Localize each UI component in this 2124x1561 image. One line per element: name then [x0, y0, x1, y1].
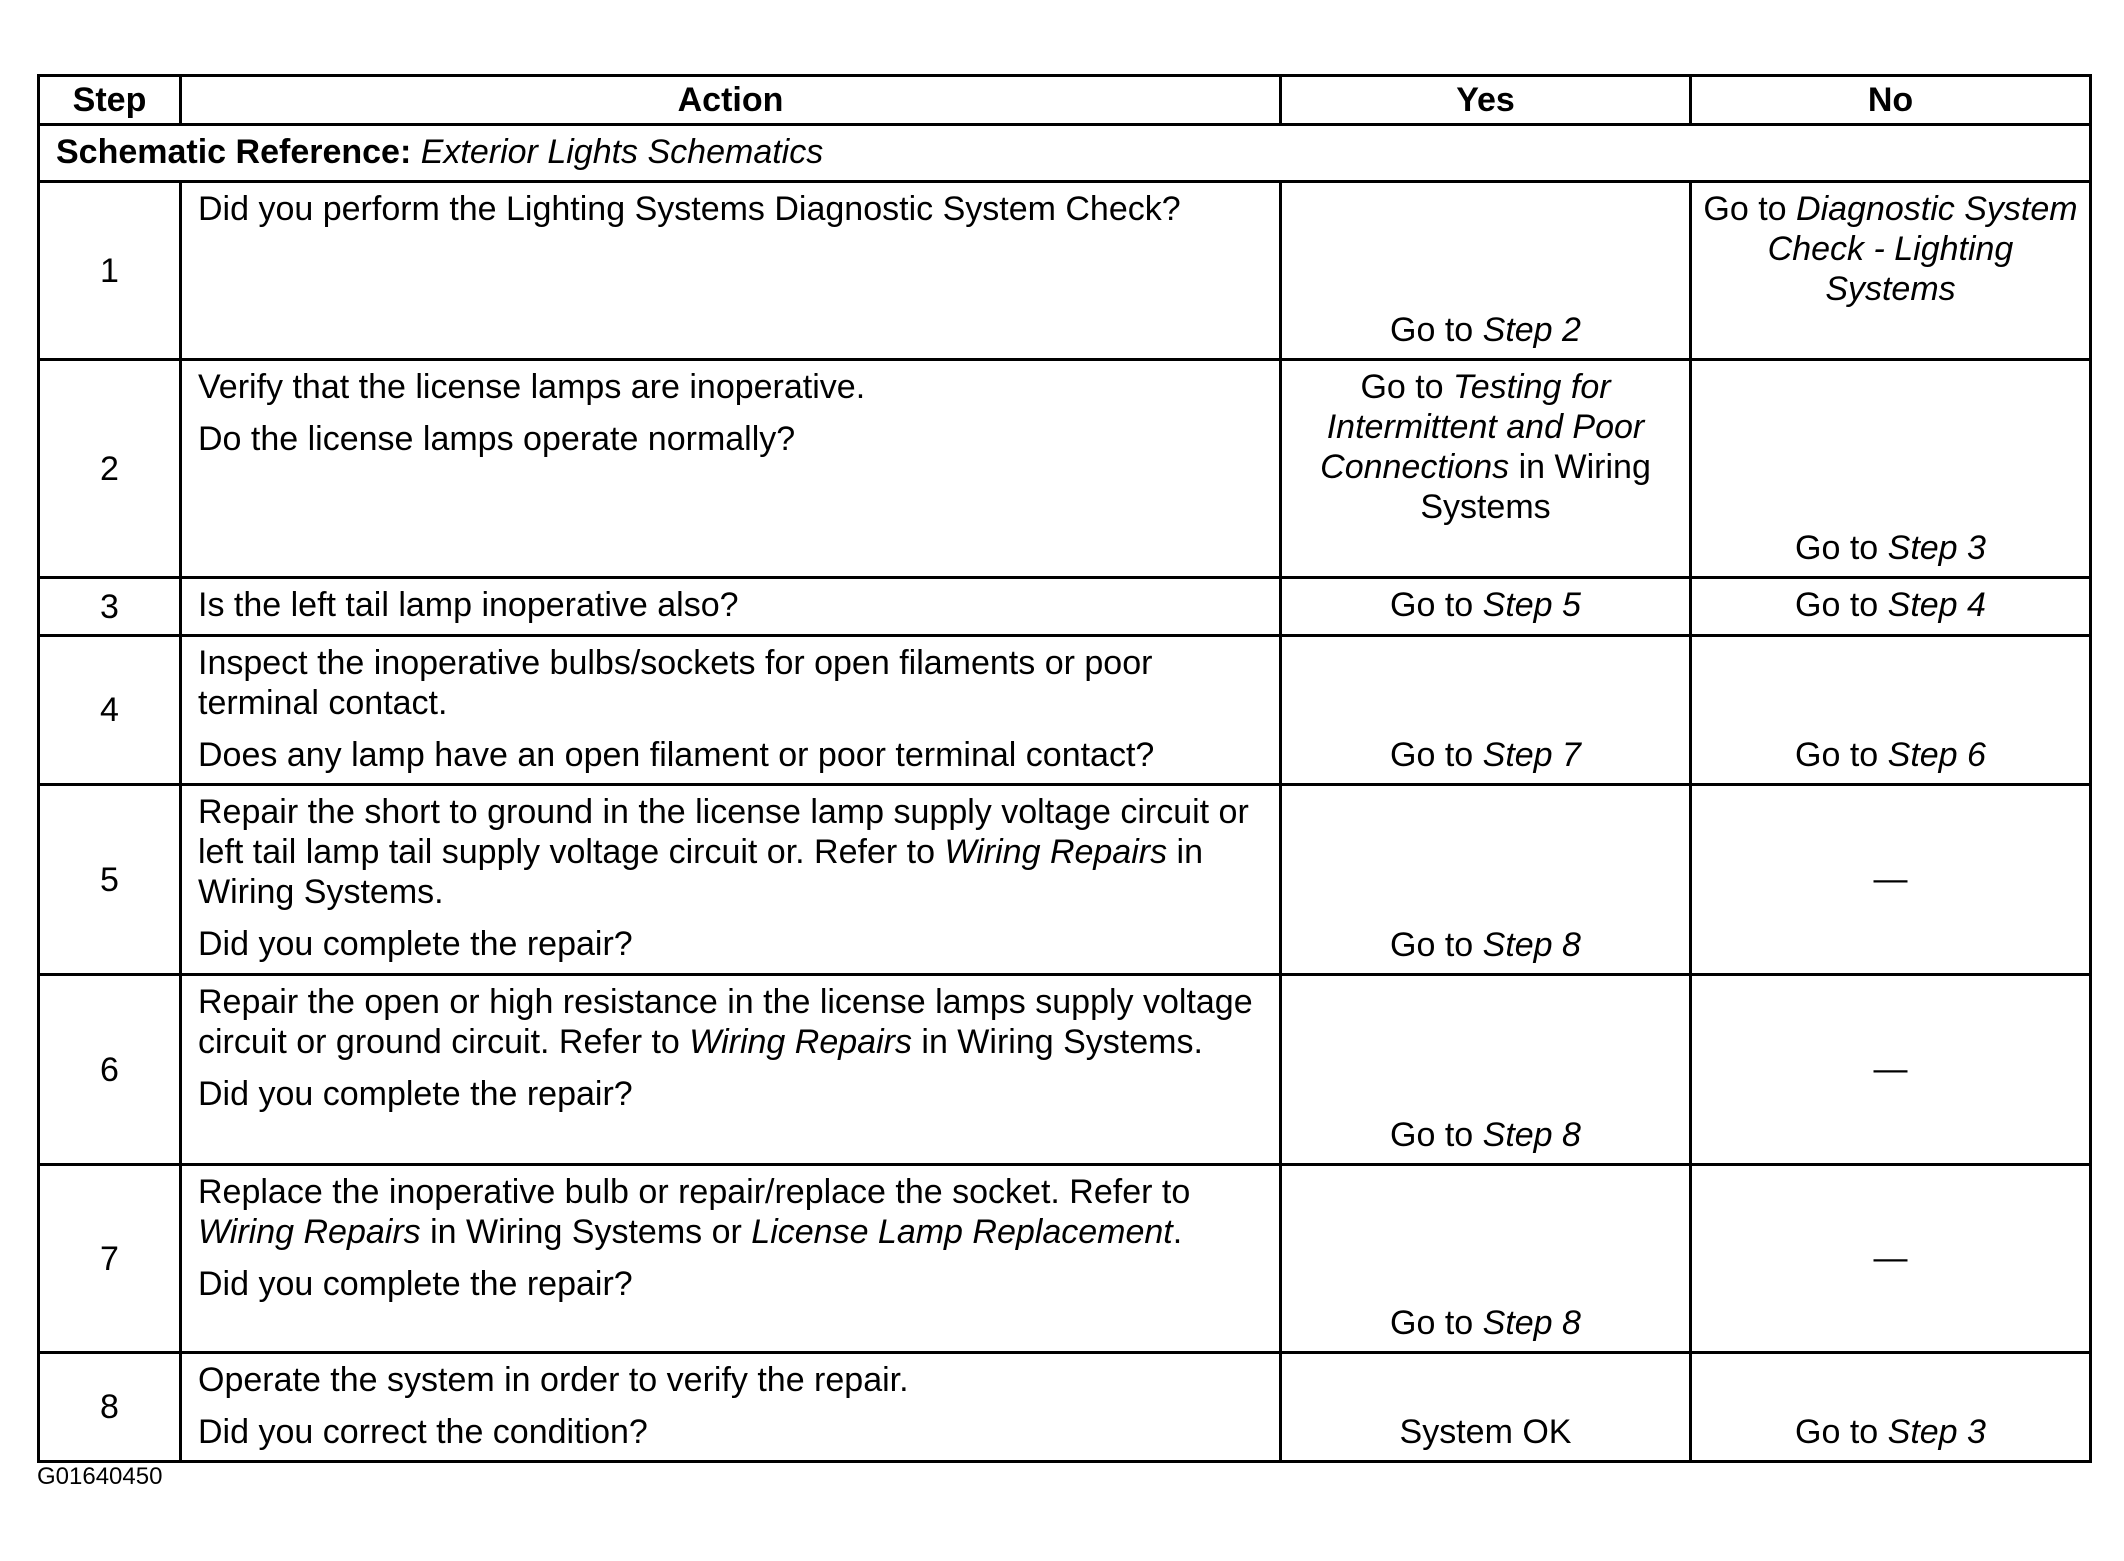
yes-cell: Go to Step 8: [1281, 975, 1691, 1165]
no-cell: Go to Diagnostic System Check - Lighting Systems: [1691, 182, 2091, 360]
yes-cell: Go to Step 7: [1281, 636, 1691, 785]
schematic-reference-row: [39, 125, 2091, 182]
header-no: No: [1691, 76, 2091, 125]
action-cell: [181, 360, 1281, 578]
action-cell: [181, 785, 1281, 975]
yes-cell: Go to Step 8: [1281, 785, 1691, 975]
yes-step-link[interactable]: Step 5: [1482, 586, 1581, 624]
action-cell: [181, 578, 1281, 636]
no-step-link[interactable]: Step 3: [1887, 1413, 1986, 1451]
table-row: [39, 360, 2091, 578]
license-lamp-replacement-link[interactable]: License Lamp Replacement: [751, 1213, 1173, 1251]
wiring-repairs-link[interactable]: Wiring Repairs: [944, 833, 1168, 871]
action-text: Repair the short to ground in the license lamp supply voltage circuit or left tail lamp tail supply voltage circuit or. Refer to Wiring Repairs in Wiring Systems.: [198, 793, 1249, 911]
action-text: Operate the system in order to verify the repair.: [198, 1361, 909, 1399]
action-question: Does any lamp have an open filament or poor terminal contact?: [198, 736, 1155, 774]
step-number: 7: [39, 1165, 181, 1353]
no-cell: Go to Step 3: [1691, 360, 2091, 578]
step-number: 5: [39, 785, 181, 975]
no-cell: [1691, 1165, 2091, 1353]
action-question: Do the license lamps operate normally?: [198, 420, 796, 458]
step-number: 2: [39, 360, 181, 578]
table-row: [39, 636, 2091, 785]
no-action-dash: —: [1873, 859, 1908, 898]
action-text: Repair the open or high resistance in the license lamps supply voltage circuit or ground circuit. Refer to Wiring Repairs in Wiring Systems.: [198, 983, 1253, 1061]
table-row: [39, 182, 2091, 360]
table-row: [39, 785, 2091, 975]
yes-step-link[interactable]: Step 8: [1482, 1304, 1581, 1342]
no-step-link[interactable]: Diagnostic System Check - Lighting Systems: [1767, 190, 2078, 308]
yes-step-link[interactable]: Testing for Intermittent and Poor Connections: [1320, 368, 1645, 486]
action-text: Did you perform the Lighting Systems Diagnostic System Check?: [198, 190, 1181, 228]
yes-cell: [1281, 1353, 1691, 1462]
action-question: Did you complete the repair?: [198, 1075, 633, 1113]
no-cell: [1691, 975, 2091, 1165]
header-action: Action: [181, 76, 1281, 125]
step-number: 6: [39, 975, 181, 1165]
yes-step-link[interactable]: Step 8: [1482, 1116, 1581, 1154]
no-cell: Go to Step 3: [1691, 1353, 2091, 1462]
yes-cell: Go to Step 5: [1281, 578, 1691, 636]
step-number: 8: [39, 1353, 181, 1462]
action-cell: [181, 1353, 1281, 1462]
yes-step-link[interactable]: Step 7: [1482, 736, 1581, 774]
step-number: 4: [39, 636, 181, 785]
no-step-link[interactable]: Step 3: [1887, 529, 1986, 567]
action-cell: [181, 182, 1281, 360]
action-cell: [181, 1165, 1281, 1353]
action-text: Inspect the inoperative bulbs/sockets for open filaments or poor terminal contact.: [198, 644, 1153, 722]
schematic-reference: [39, 125, 2091, 182]
diagnostic-table: [37, 74, 2092, 1463]
table-row: [39, 578, 2091, 636]
table-row: [39, 1165, 2091, 1353]
schematic-reference-label: Schematic Reference:: [56, 133, 412, 171]
table-row: [39, 975, 2091, 1165]
figure-code: G01640450: [37, 1463, 163, 1490]
header-row: [39, 76, 2091, 125]
step-number: 1: [39, 182, 181, 360]
no-step-link[interactable]: Step 6: [1887, 736, 1986, 774]
no-cell: [1691, 785, 2091, 975]
table-row: [39, 1353, 2091, 1462]
header-step: Step: [39, 76, 181, 125]
no-cell: Go to Step 6: [1691, 636, 2091, 785]
wiring-repairs-link[interactable]: Wiring Repairs: [689, 1023, 912, 1061]
system-ok-text: System OK: [1399, 1413, 1572, 1451]
yes-step-link[interactable]: Step 2: [1482, 311, 1581, 349]
action-cell: [181, 975, 1281, 1165]
action-text: Replace the inoperative bulb or repair/replace the socket. Refer to Wiring Repairs in Wiring Systems or License Lamp Replacement.: [198, 1173, 1191, 1251]
yes-cell: Go to Step 8: [1281, 1165, 1691, 1353]
header-yes: Yes: [1281, 76, 1691, 125]
action-question: Did you complete the repair?: [198, 925, 633, 963]
wiring-repairs-link[interactable]: Wiring Repairs: [198, 1213, 421, 1251]
action-question: Did you correct the condition?: [198, 1413, 648, 1451]
action-cell: [181, 636, 1281, 785]
no-action-dash: —: [1873, 1049, 1908, 1088]
schematic-reference-link[interactable]: Exterior Lights Schematics: [420, 133, 824, 171]
no-cell: Go to Step 4: [1691, 578, 2091, 636]
no-step-link[interactable]: Step 4: [1887, 586, 1986, 624]
yes-cell: Go to Testing for Intermittent and Poor Connections in Wiring Systems: [1281, 360, 1691, 578]
action-question: Is the left tail lamp inoperative also?: [198, 586, 739, 624]
yes-step-link[interactable]: Step 8: [1482, 926, 1581, 964]
action-question: Did you complete the repair?: [198, 1265, 633, 1303]
yes-cell: Go to Step 2: [1281, 182, 1691, 360]
no-action-dash: —: [1873, 1238, 1908, 1277]
step-number: 3: [39, 578, 181, 636]
action-text: Verify that the license lamps are inoperative.: [198, 368, 866, 406]
